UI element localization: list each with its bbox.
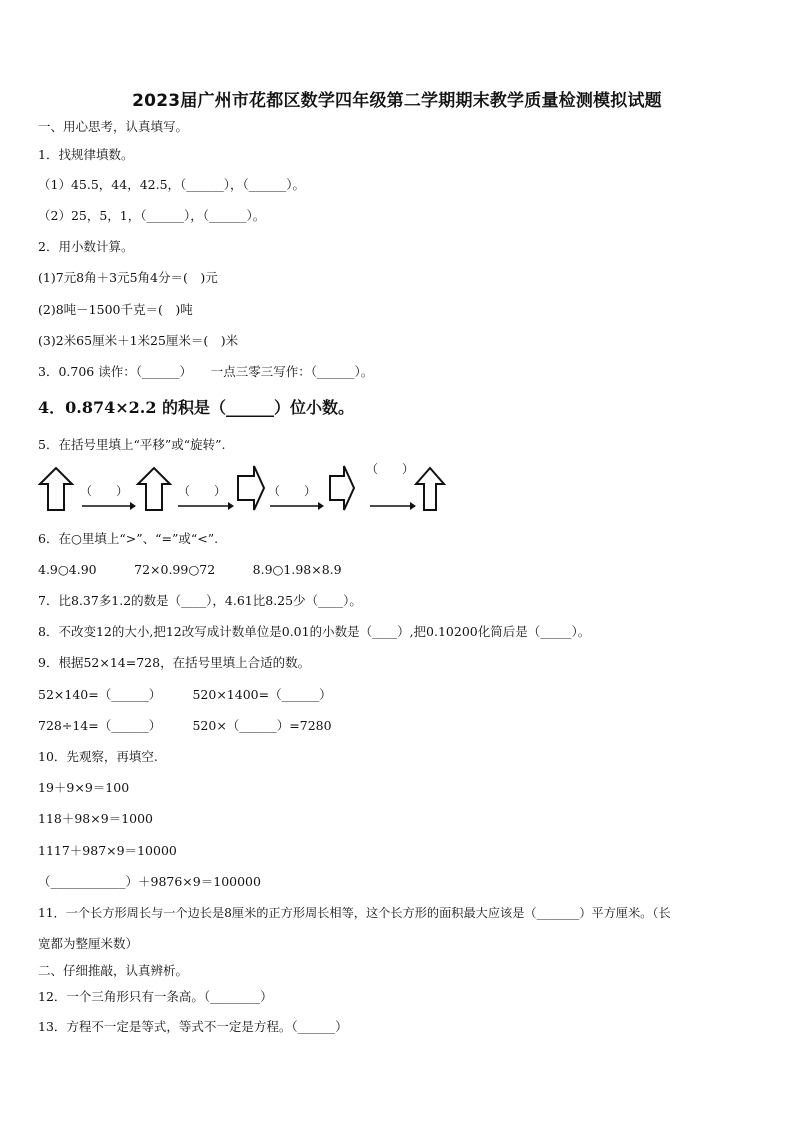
right-arrow-shape [238,466,264,510]
q4: 4．0.874×2.2 的积是（______）位小数。 [38,398,355,417]
q5-blank-3: （ ） [268,484,317,498]
q9-stem: 9．根据52×14=728，在括号里填上合适的数。 [38,655,311,670]
section-2-heading: 二、仔细推敲，认真辨析。 [38,963,189,978]
q3: 3．0.706 读作：（______） 一点三零三写作：（______）。 [38,364,374,379]
arrow-head [228,502,234,510]
q10-line-3: 1117＋987×9＝10000 [38,843,177,858]
q12: 12．一个三角形只有一条高。（________） [38,989,273,1004]
q11-line-1: 11．一个长方形周长与一个边长是8厘米的正方形周长相等，这个长方形的面积最大应该是（_______）平方厘米。（长 [38,906,671,920]
section-1-heading: 一、用心思考，认真填写。 [38,119,189,134]
q9-part-a: 52×140=（______） 520×1400=（______） [38,687,332,702]
up-arrow-shape [40,468,72,510]
q1-part-b: （2）25，5，1，（______），（______）。 [38,208,266,223]
q7: 7．比8.37多1.2的数是（____），4.61比8.25少（____）。 [38,593,362,608]
q5-blank-4: （ ） [366,462,415,476]
q1-part-a: （1）45.5，44，42.5，（______），（______）。 [38,177,306,192]
arrow-head [130,502,136,510]
q9-part-b: 728÷14=（______） 520×（______）=7280 [38,718,332,733]
arrow-head [318,502,324,510]
arrow-head [410,502,416,510]
q11-line-2: 宽都为整厘米数） [38,936,139,951]
q2-part-a: (1)7元8角＋3元5角4分＝( )元 [38,270,218,285]
q8: 8．不改变12的大小,把12改写成计数单位是0.01的小数是（____）,把0.10200化简后是（_____）。 [38,624,591,639]
q6-stem: 6．在○里填上“>”、“=”或“<”. [38,531,219,546]
q10-line-2: 118＋98×9＝1000 [38,811,154,826]
q2-part-b: (2)8吨－1500千克＝( )吨 [38,302,193,317]
q10-line-1: 19＋9×9＝100 [38,780,130,795]
q2-part-c: (3)2米65厘米＋1米25厘米＝( )米 [38,333,239,348]
right-arrow-shape [330,466,354,510]
q10-stem: 10．先观察，再填空. [38,749,158,764]
q2-stem: 2．用小数计算。 [38,239,134,254]
q5-stem: 5．在括号里填上“平移”或“旋转”. [38,437,226,452]
q6-items: 4.9○4.90 72×0.99○72 8.9○1.98×8.9 [38,562,342,577]
up-arrow-shape [416,468,444,510]
page-title: 2023届广州市花都区数学四年级第二学期期末教学质量检测模拟试题 [132,91,662,111]
q1-stem: 1．找规律填数。 [38,147,134,162]
q13: 13．方程不一定是等式，等式不一定是方程。（______） [38,1019,348,1034]
q5-figure [36,458,456,524]
q5-blank-2: （ ） [178,484,227,498]
q10-line-4: （____________）＋9876×9＝100000 [38,874,261,889]
q5-blank-1: （ ） [80,484,129,498]
up-arrow-shape [138,468,170,510]
